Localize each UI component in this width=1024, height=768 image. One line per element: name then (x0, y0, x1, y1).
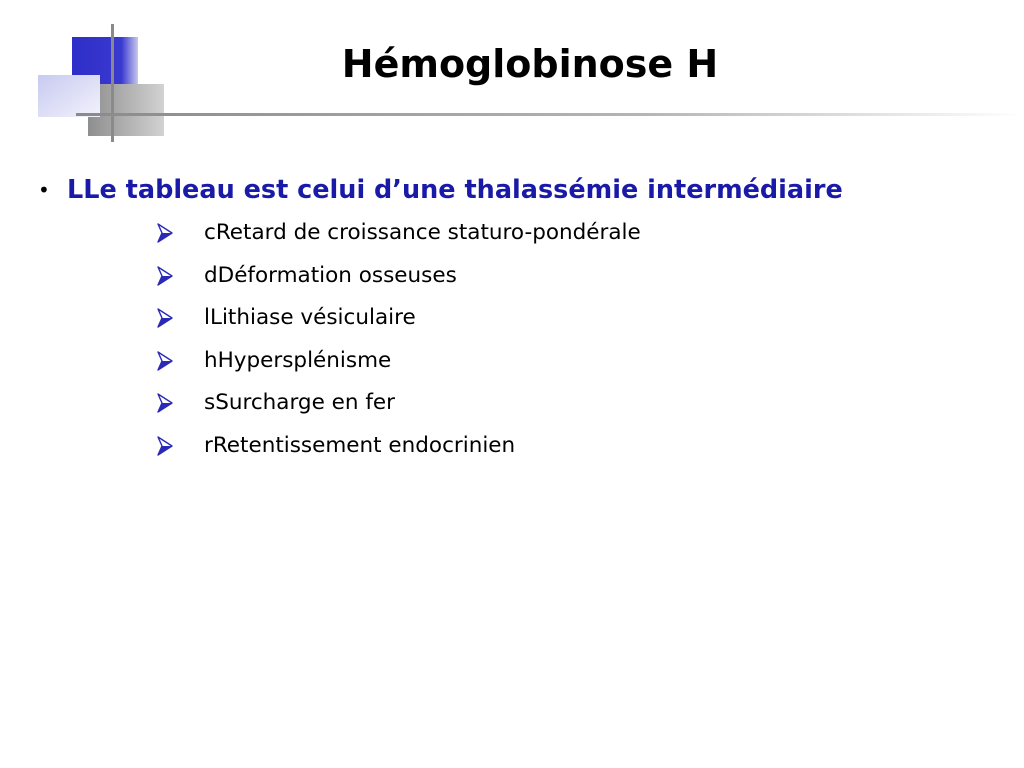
main-bullet (0, 168, 1024, 212)
list-item (0, 297, 1024, 340)
arrow-bullet-icon (156, 308, 174, 328)
list-item-label: hHypersplénisme (204, 347, 392, 373)
decor-horizontal-line (76, 113, 1024, 116)
list-item (0, 425, 1024, 468)
arrow-bullet-icon (156, 351, 174, 371)
list-item (0, 340, 1024, 383)
arrow-bullet-icon (156, 436, 174, 456)
slide-title: Hémoglobinose H (341, 42, 719, 86)
list-item-label: sSurcharge en fer (204, 390, 395, 415)
arrow-bullet-icon (156, 393, 174, 413)
decor-vertical-line (111, 24, 114, 142)
list-item-label: rRetentissement endocrinien (204, 432, 516, 458)
list-item-label: cRetard de croissance staturo-pondérale (204, 220, 641, 245)
arrow-bullet-icon (156, 223, 174, 243)
main-bullet-text: LLe tableau est celui d’une thalassémie intermédiaire (67, 175, 843, 205)
decor-pale-square (38, 75, 100, 117)
sub-bullet-list (0, 212, 1024, 467)
list-item (0, 382, 1024, 425)
list-item (0, 212, 1024, 255)
list-item (0, 255, 1024, 298)
list-item-label: dDéformation osseuses (204, 262, 457, 288)
slide-content (0, 168, 1024, 467)
bullet-dot-icon: • (38, 178, 50, 202)
list-item-label: lLithiase vésiculaire (204, 305, 416, 330)
arrow-bullet-icon (156, 266, 174, 286)
